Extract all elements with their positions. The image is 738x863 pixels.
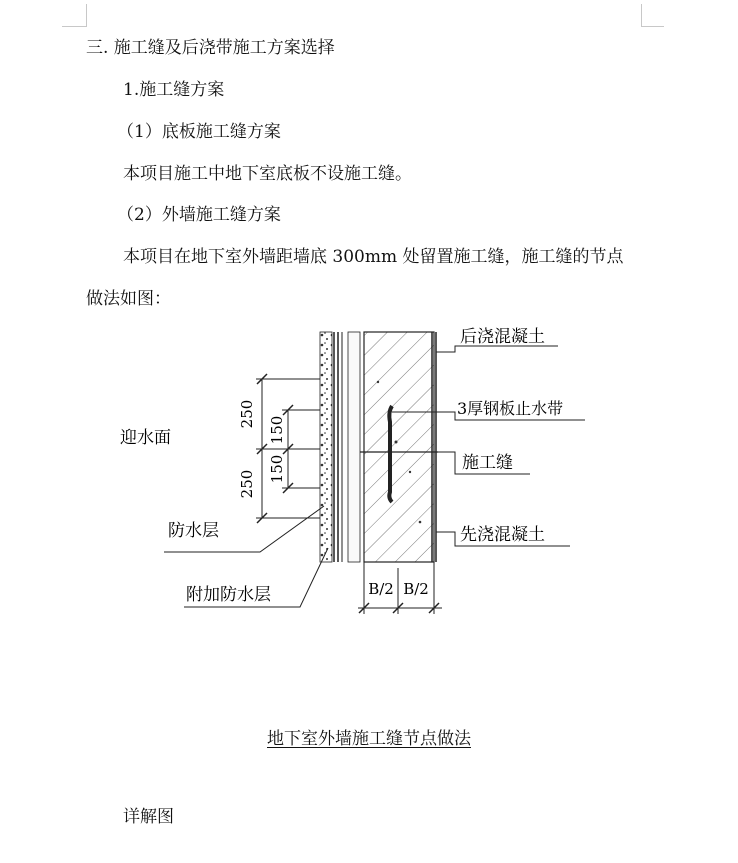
construction-joint-drawing [120, 322, 600, 622]
detail-label: 详解图 [123, 807, 174, 827]
figure-caption: 地下室外墙施工缝节点做法 [267, 729, 471, 749]
dim-b2-left: B/2 [368, 580, 394, 598]
dim-150-bottom: 150 [268, 454, 286, 484]
construction-joint-diagram [120, 322, 600, 622]
wall-section [320, 332, 438, 562]
label-waterproof-layer: 防水层 [168, 521, 219, 541]
figure-caption-wrapper [0, 724, 738, 749]
dimension-lines-bottom [358, 562, 442, 614]
dim-250-top: 250 [238, 399, 256, 429]
label-water-face: 迎水面 [120, 428, 171, 448]
label-steel-water-stop: 3厚钢板止水带 [457, 399, 564, 418]
section-heading: 三. 施工缝及后浇带施工方案选择 [86, 38, 335, 58]
item1-body: 本项目施工中地下室底板不设施工缝。 [123, 164, 412, 184]
label-extra-waterproof-layer: 附加防水层 [186, 585, 271, 605]
dim-250-bottom: 250 [238, 469, 256, 499]
dim-b2-right: B/2 [403, 580, 429, 598]
item2-body-line1: 本项目在地下室外墙距墙底 300mm 处留置施工缝，施工缝的节点 [123, 247, 624, 267]
page-corner-mark-right [641, 4, 664, 27]
page-corner-mark-left [62, 4, 87, 27]
label-pre-pour-concrete: 先浇混凝土 [460, 525, 545, 545]
item2-body-line2: 做法如图： [86, 289, 171, 309]
item1-title: （1）底板施工缝方案 [117, 122, 281, 142]
label-construction-joint: 施工缝 [462, 453, 513, 473]
dimension-lines-left [238, 374, 320, 523]
item2-title: （2）外墙施工缝方案 [117, 205, 281, 225]
label-post-pour-concrete: 后浇混凝土 [460, 327, 545, 347]
dim-150-top: 150 [268, 415, 286, 445]
subsection-heading: 1.施工缝方案 [123, 80, 225, 100]
